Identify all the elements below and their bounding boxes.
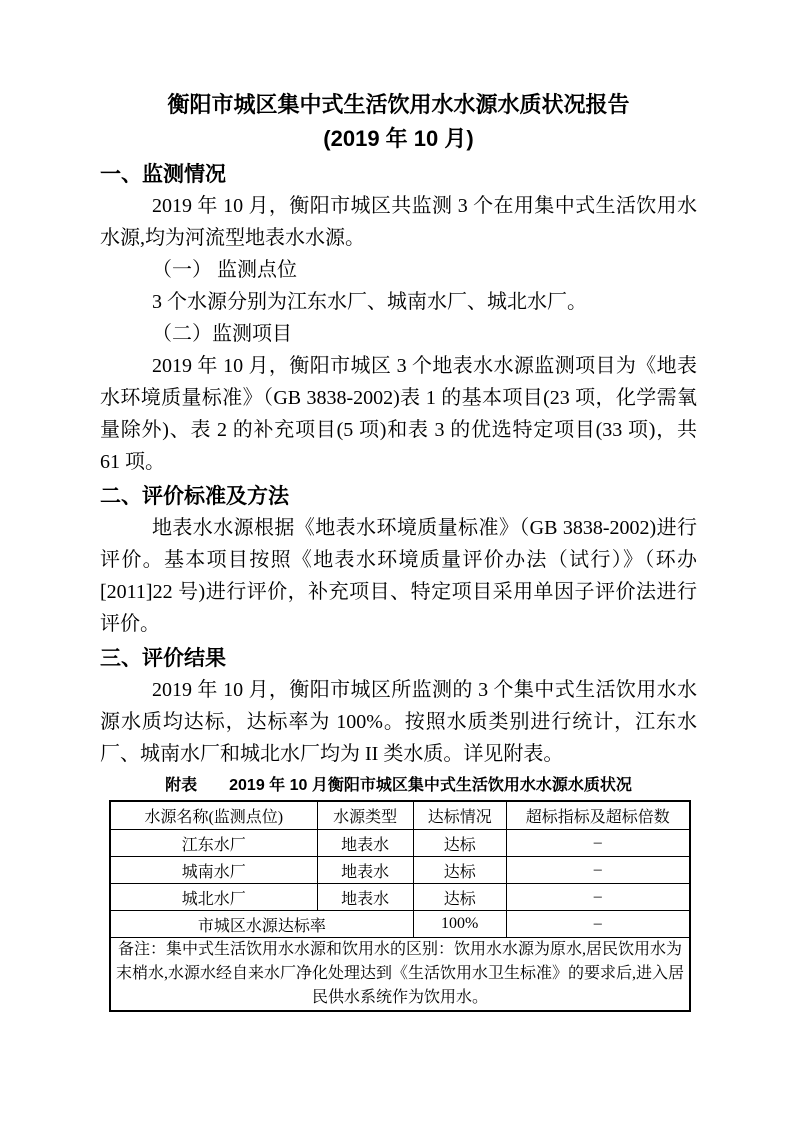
table-caption: 附表 2019 年 10 月衡阳市城区集中式生活饮用水水源水质状况 bbox=[165, 777, 632, 794]
paragraph-monitoring-overview: 2019 年 10 月，衡阳市城区共监测 3 个在用集中式生活饮用水水源,均为河流型地表水水源。 bbox=[100, 195, 697, 249]
cell-status: 达标 bbox=[413, 830, 506, 857]
cell-status: 达标 bbox=[413, 857, 506, 884]
cell-source-type: 地表水 bbox=[317, 884, 413, 911]
cell-status: 达标 bbox=[413, 884, 506, 911]
paragraph-monitoring-items: 2019 年 10 月，衡阳市城区 3 个地表水水源监测项目为《地表水环境质量标准》（GB 3838-2002)表 1 的基本项目(23 项，化学需氧量除外)、表 2 的补充项目(5 项)和表 3 的优选特定项目(33 项)，共 61 项。 bbox=[100, 355, 697, 473]
cell-source-name: 江东水厂 bbox=[110, 830, 317, 857]
cell-exceed: – bbox=[506, 830, 690, 857]
table-summary-row bbox=[110, 911, 690, 938]
col-header-status: 达标情况 bbox=[413, 801, 506, 830]
table-note-row bbox=[110, 938, 690, 1012]
paragraph-monitoring-points: 3 个水源分别为江东水厂、城南水厂、城北水厂。 bbox=[152, 291, 587, 313]
cell-summary-rate: 100% bbox=[413, 911, 506, 938]
cell-source-name: 城南水厂 bbox=[110, 857, 317, 884]
section-2-heading: 二、评价标准及方法 bbox=[100, 485, 289, 508]
table-header-row bbox=[110, 801, 690, 830]
cell-note: 备注：集中式生活饮用水水源和饮用水的区别：饮用水水源为原水,居民饮用水为末梢水,水源水经自来水厂净化处理达到《生活饮用水卫生标准》的要求后,进入居民供水系统作为饮用水。 bbox=[110, 938, 690, 1012]
col-header-exceed: 超标指标及超标倍数 bbox=[506, 801, 690, 830]
cell-exceed: – bbox=[506, 884, 690, 911]
subheading-monitoring-points: （一） 监测点位 bbox=[152, 259, 297, 281]
cell-summary-exceed: – bbox=[506, 911, 690, 938]
section-3-heading: 三、评价结果 bbox=[100, 647, 226, 670]
subheading-monitoring-items: （二）监测项目 bbox=[152, 323, 292, 345]
report-title: 衡阳市城区集中式生活饮用水水源水质状况报告 bbox=[167, 92, 630, 117]
section-1-heading: 一、监测情况 bbox=[100, 163, 226, 186]
cell-exceed: – bbox=[506, 857, 690, 884]
col-header-source-name: 水源名称(监测点位) bbox=[110, 801, 317, 830]
cell-source-type: 地表水 bbox=[317, 830, 413, 857]
water-quality-table bbox=[109, 800, 691, 1012]
cell-summary-label: 市城区水源达标率 bbox=[110, 911, 413, 938]
cell-source-type: 地表水 bbox=[317, 857, 413, 884]
report-subtitle: (2019 年 10 月) bbox=[323, 126, 474, 151]
table-row-chengbei bbox=[110, 884, 690, 911]
paragraph-evaluation-result: 2019 年 10 月，衡阳市城区所监测的 3 个集中式生活饮用水水源水质均达标，达标率为 100%。按照水质类别进行统计，江东水厂、城南水厂和城北水厂均为 II 类水质。详见附表。 bbox=[100, 679, 697, 765]
paragraph-evaluation-method: 地表水水源根据《地表水环境质量标准》（GB 3838-2002)进行评价。基本项目按照《地表水环境质量评价办法（试行）》（环办[2011]22 号)进行评价，补充项目、特定项目采用单因子评价法进行评价。 bbox=[100, 517, 697, 635]
table-row-chengnan bbox=[110, 857, 690, 884]
col-header-source-type: 水源类型 bbox=[317, 801, 413, 830]
cell-source-name: 城北水厂 bbox=[110, 884, 317, 911]
table-row-jiangdong bbox=[110, 830, 690, 857]
